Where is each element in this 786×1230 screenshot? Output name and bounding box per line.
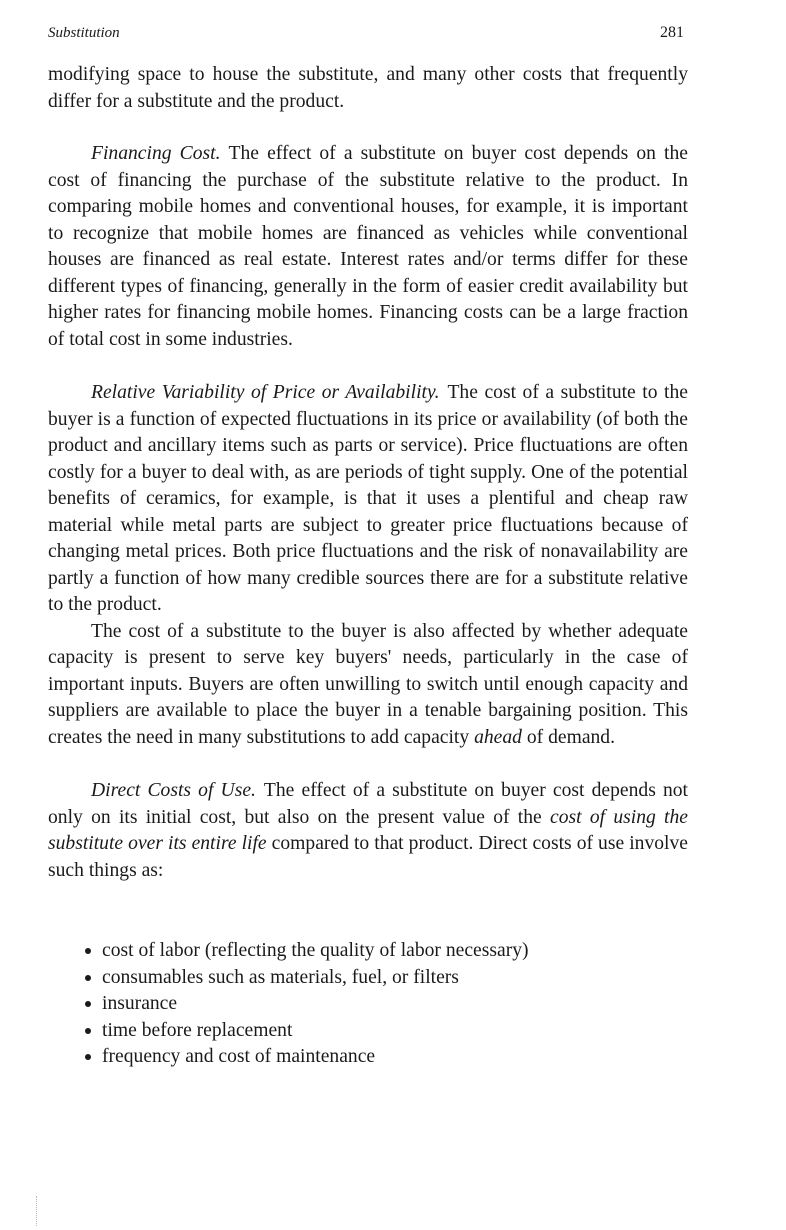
paragraph-body: The cost of a substitute to the buyer is also affected by whether adequate capacity is present to serve key buyers' needs, particularly in the case of important inputs. Buyers are often unwilling to switch until enough capacity and suppliers are available to place the buyer in a tenable bargaining position. This creates the need in many substitutions to add capacity: [48, 620, 688, 748]
paragraph-body: The effect of a substitute on buyer cost depends not only on its initial cost, but also on the present value of the: [48, 780, 688, 828]
paragraph-body: The effect of a substitute on buyer cost depends on the cost of financing the purchase of the substitute relative to the product. In comparing mobile homes and conventional houses, for example, it is important to recognize that mobile homes are financed as vehicles while conventional houses are financed as real estate. Interest rates and/or terms differ for these different types of financing, generally in the form of easier credit availability but higher rates for financing mobile homes. Financing costs can be a large fraction of total cost in some industries.: [48, 143, 688, 350]
emphasis-text: cost of using the substitute over its entire life: [48, 806, 688, 854]
runin-heading-financing-cost: Financing Cost.: [91, 143, 221, 164]
book-page: [48, 24, 688, 1071]
paragraph-direct-costs-of-use: [48, 778, 688, 884]
list-item: consumables such as materials, fuel, or filters: [85, 965, 688, 992]
paragraph-continuation: modifying space to house the substitute, and many other costs that frequently differ for a substitute and the product.: [48, 64, 688, 112]
page-number: 281: [660, 24, 684, 41]
paragraph-body: of demand.: [526, 726, 616, 748]
body-text: [48, 62, 688, 884]
chapter-title: Substitution: [48, 25, 120, 41]
paragraph-financing-cost: [48, 141, 688, 353]
cost-of-use-list: [48, 938, 688, 1071]
paragraph-relative-variability: [48, 380, 688, 619]
paragraph-capacity: [48, 619, 688, 752]
paragraph-body: compared to that product. Direct costs of use involve such things as:: [48, 833, 688, 881]
running-header: [48, 24, 688, 46]
list-item: cost of labor (reflecting the quality of labor necessary): [85, 938, 688, 965]
list-item: insurance: [85, 991, 688, 1018]
list-item: frequency and cost of maintenance: [85, 1044, 688, 1071]
scan-edge-marks: [36, 1196, 41, 1226]
runin-heading-direct-costs: Direct Costs of Use.: [91, 780, 256, 801]
paragraph-body: The cost of a substitute to the buyer is a function of expected fluctuations in its price or availability (of both the product and ancillary items such as parts or service). Price fluctuations are often costly for a buyer to deal with, as are periods of tight supply. One of the potential benefits of ceramics, for example, is that it uses a plentiful and cheap raw material while metal parts are subject to greater price fluctuations because of changing metal prices. Both price fluctuations and the risk of nonavailability are partly a function of how many credible sources there are for a substitute relative to the product.: [48, 382, 688, 615]
runin-heading-relative-variability: Relative Variability of Price or Availability.: [91, 382, 440, 403]
list-item: time before replacement: [85, 1018, 688, 1045]
emphasis-text: ahead: [474, 726, 522, 748]
